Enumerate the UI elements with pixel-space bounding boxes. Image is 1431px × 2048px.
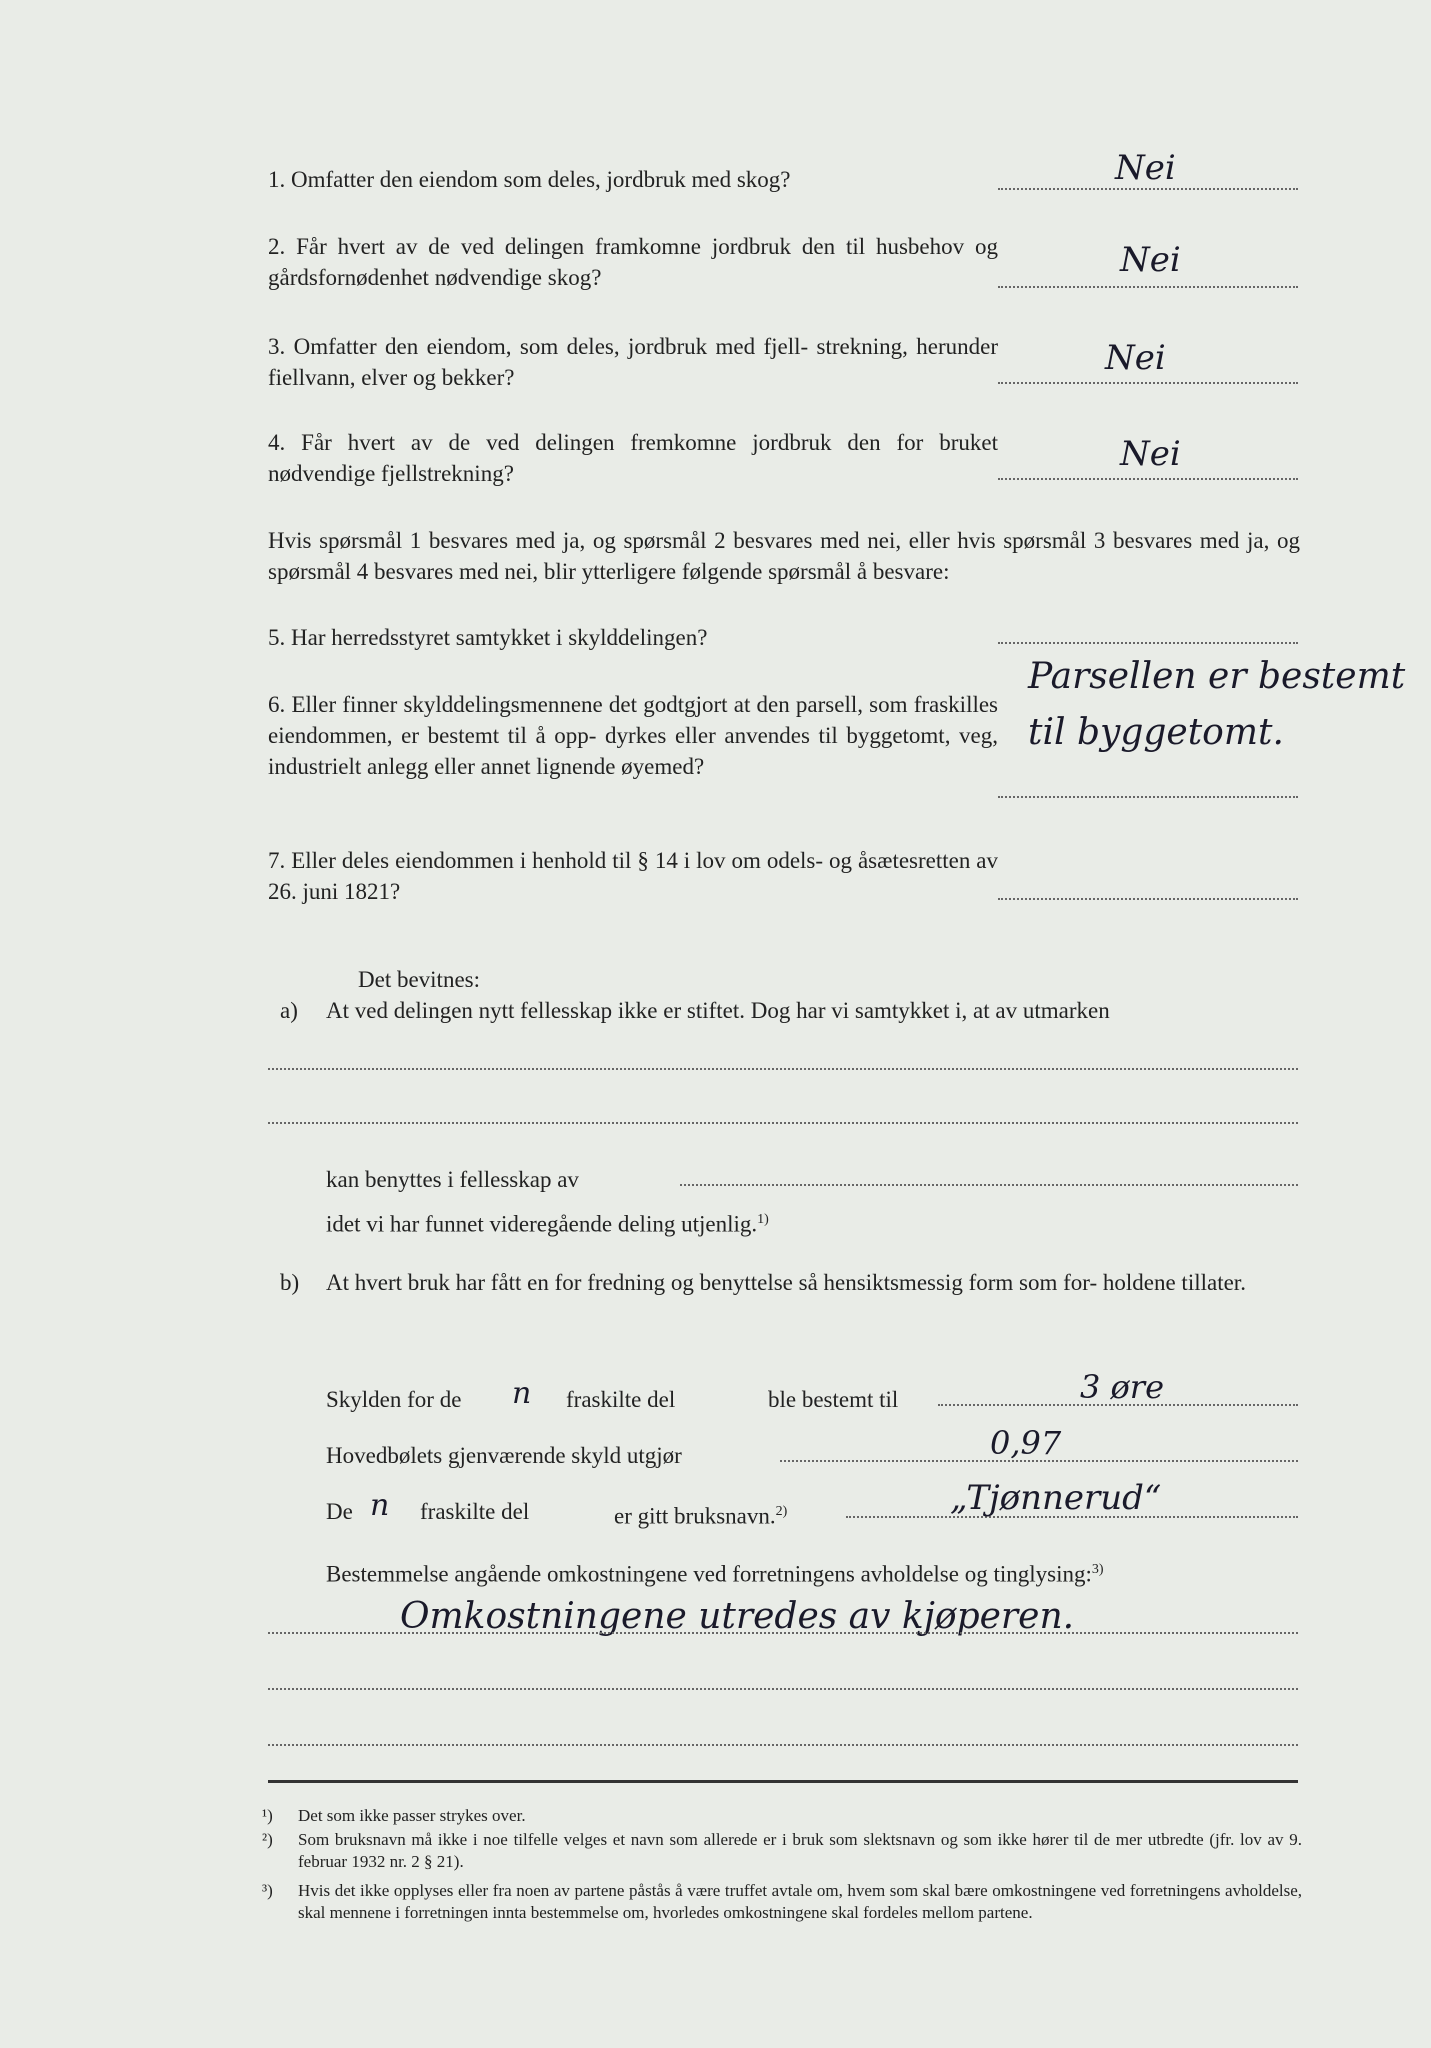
separator-line [268,1778,1298,1783]
handwritten-answer-3: Nei [1105,338,1166,378]
question-3 [268,331,998,393]
question-6 [268,689,998,782]
skyld-line3-b: fraskilte del [420,1499,530,1524]
answer-line-7 [998,866,1298,900]
skyld-line3-c [614,1496,787,1532]
question-number: 7. [268,848,286,873]
footnote-ref: 3) [1091,1562,1104,1577]
footnote-1 [262,1805,1302,1827]
condition-paragraph: Hvis spørsmål 1 besvares med ja, og spørsmål 2 besvares med nei, eller hvis spørsmål 3 besvares med ja, og spørsmål 4 besvares med nei, blir ytterligere følgende spørsmål å besvare: [268,528,1300,584]
footnote-mark: ²) [262,1830,273,1849]
question-4 [268,427,998,489]
skyld-value: 3 øre [1080,1368,1165,1406]
question-2 [268,231,998,293]
attest-a-line3-text: idet vi har funnet videregående deling utjenlig. [326,1211,758,1237]
attest-a-line3 [326,1204,769,1240]
omkostninger-value: Omkostningene utredes av kjøperen. [400,1596,1075,1637]
skyld-line1-handwritten: n [512,1376,532,1411]
dotted-line [268,1630,1298,1634]
attest-a-label: a) [280,998,298,1023]
question-text: Omfatter den eiendom som deles, jordbruk med skog? [291,167,791,192]
handwritten-answer-1: Nei [1115,148,1176,188]
footnote-mark: ¹) [262,1806,273,1825]
attest-a-line2: kan benyttes i fellesskap av [326,1167,579,1192]
dotted-line [268,1686,1298,1690]
question-number: 5. [268,625,286,650]
handwritten-answer-4: Nei [1120,434,1181,474]
skyld-line4 [326,1554,1104,1590]
skyld-line3-c-text: er gitt bruksnavn. [614,1503,776,1529]
question-number: 6. [268,692,286,717]
question-text: Har herredsstyret samtykket i skylddelingen? [291,625,708,650]
question-text: Omfatter den eiendom, som deles, jordbruk med fjell- strekning, herunder fiellvann, elver og bekker? [268,334,999,390]
handwritten-answer-6-line2: til byggetomt. [1028,712,1284,753]
handwritten-answer-6-line1: Parsellen er bestemt [1028,656,1406,697]
skyld-line3-a: De [326,1499,353,1524]
question-5 [268,622,998,653]
question-text: Eller deles eiendommen i henhold til § 14 i lov om odels- og åsætesretten av 26. juni 1821? [268,848,999,904]
footnote-text: Hvis det ikke opplyses eller fra noen av partene påstås å være truffet avtale om, hvem som skal bære omkostningene ved forretningens avholdelse, skal mennene i forretningen innta bestemmelse om, hvorledes omkostningene skal fordeles mellom partene. [298,1881,1302,1922]
handwritten-answer-2: Nei [1120,240,1181,280]
attest-b-label: b) [280,1270,300,1295]
question-text: Eller finner skylddelingsmennene det godtgjort at den parsell, som fraskilles eiendommen, er bestemt til å opp- dyrkes eller anvendes til byggetomt, veg, industrielt anlegg eller annet lignende øyemed? [268,692,999,779]
question-7 [268,845,998,907]
skyld-remaining-value: 0,97 [990,1424,1062,1462]
question-number: 4. [268,430,286,455]
question-number: 3. [268,334,286,359]
skyld-line1-c: ble bestemt til [768,1387,899,1412]
skyld-line4-text: Bestemmelse angående omkostningene ved forretningens avholdelse og tinglysing: [326,1561,1092,1587]
footnote-text: Det som ikke passer strykes over. [298,1806,526,1825]
dotted-line [268,1066,1298,1070]
question-number: 1. [268,167,286,192]
skyld-line3-handwritten: n [370,1488,390,1523]
dotted-line [680,1182,1298,1186]
question-text: Får hvert av de ved delingen fremkomne jordbruk den for bruket nødvendige fjellstrekning? [268,430,999,486]
question-1 [268,164,998,195]
footnote-2 [262,1829,1302,1873]
question-number: 2. [268,234,286,259]
question-text: Får hvert av de ved delingen framkomne jordbruk den til husbehov og gårdsfornødenhet nødvendige skog? [268,234,998,290]
skyld-line1-a: Skylden for de [326,1387,462,1412]
answer-line-6 [998,764,1298,798]
footnote-mark: ³) [262,1881,273,1900]
answer-line-5 [998,610,1298,644]
attest-heading: Det bevitnes: [358,967,480,992]
footnote-ref: 2) [775,1504,788,1519]
skyld-line1-b: fraskilte del [566,1387,676,1412]
footnote-ref: 1) [757,1212,769,1227]
bruksnavn-value: „Tjønnerud“ [950,1478,1162,1518]
footnote-text: Som bruksnavn må ikke i noe tilfelle velges et navn som allerede er i bruk som slektsnavn og som ikke hører til de mer utbredte (jfr. lov av 9. februar 1932 nr. 2 § 21). [298,1830,1302,1871]
dotted-line [268,1120,1298,1124]
attest-a-text: At ved delingen nytt fellesskap ikke er stiftet. Dog har vi samtykket i, at av utmarken [326,998,1110,1023]
skyld-line2: Hovedbølets gjenværende skyld utgjør [326,1443,682,1468]
attest-b-text: At hvert bruk har fått en for fredning og benyttelse så hensiktsmessig form som for- holdene tillater. [326,1270,1246,1295]
dotted-line [268,1742,1298,1746]
footnote-3 [262,1880,1302,1946]
